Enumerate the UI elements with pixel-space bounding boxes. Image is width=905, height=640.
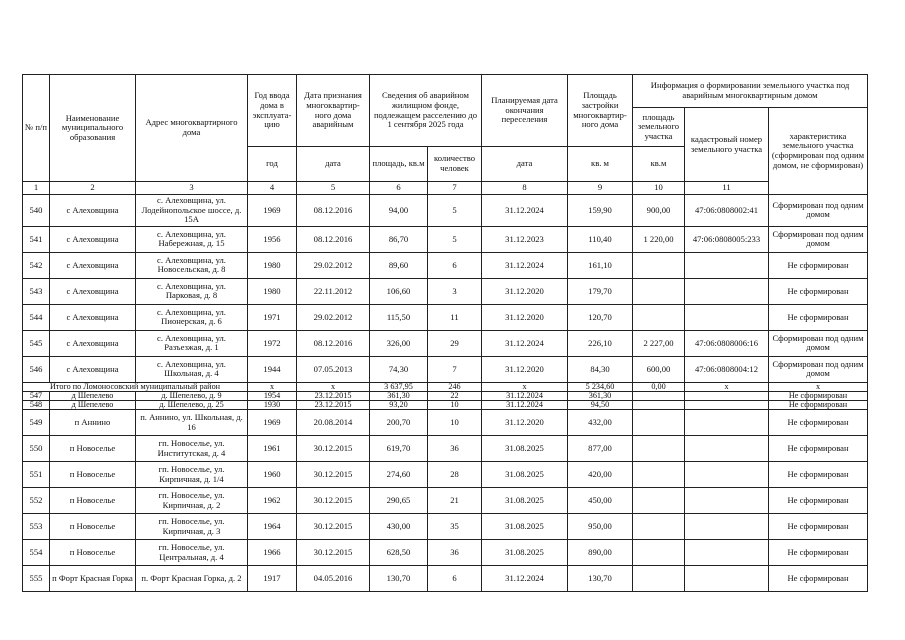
land-characteristic-cell: Не сформирован xyxy=(769,566,868,592)
row-number: 554 xyxy=(23,540,50,566)
year-built-cell: 1969 xyxy=(248,195,297,227)
municipality-cell: д Шепелево xyxy=(50,401,136,410)
col-number: 7 xyxy=(428,182,482,195)
people-count-cell: 5 xyxy=(428,195,482,227)
row-number: 543 xyxy=(23,278,50,304)
planned-date-cell: 31.12.2024 xyxy=(482,252,568,278)
table-row xyxy=(23,195,868,227)
address-cell: п. Аннино, ул. Школьная, д. 16 xyxy=(136,410,248,436)
built-area-cell: 420,00 xyxy=(568,462,633,488)
total-area: 3 637,95 xyxy=(370,382,428,391)
total-date: x xyxy=(297,382,370,391)
row-number: 545 xyxy=(23,330,50,356)
total-people: 246 xyxy=(428,382,482,391)
row-number: 550 xyxy=(23,436,50,462)
col-number: 4 xyxy=(248,182,297,195)
municipality-cell: с Алеховщина xyxy=(50,226,136,252)
cadastral-cell xyxy=(685,488,769,514)
area-cell: 361,30 xyxy=(370,392,428,401)
area-cell: 74,30 xyxy=(370,356,428,382)
address-cell: гп. Новоселье, ул. Кирпичная, д. 3 xyxy=(136,514,248,540)
header-planned-date: Планируемая дата окончания переселения xyxy=(482,75,568,147)
area-cell: 619,70 xyxy=(370,436,428,462)
people-count-cell: 21 xyxy=(428,488,482,514)
people-count-cell: 22 xyxy=(428,392,482,401)
header-land-info: Информация о формировании земельного участка под аварийным многоквартирным домом xyxy=(633,75,868,108)
planned-date-cell: 31.08.2025 xyxy=(482,540,568,566)
cadastral-cell xyxy=(685,410,769,436)
year-built-cell: 1980 xyxy=(248,252,297,278)
land-area-cell xyxy=(633,540,685,566)
row-number: 542 xyxy=(23,252,50,278)
cadastral-cell xyxy=(685,401,769,410)
unit-date-2: дата xyxy=(482,147,568,182)
planned-date-cell: 31.12.2023 xyxy=(482,226,568,252)
land-area-cell xyxy=(633,304,685,330)
municipality-cell: д Шепелево xyxy=(50,392,136,401)
unit-area: площадь, кв.м xyxy=(370,147,428,182)
address-cell: с. Алеховщина, ул. Набережная, д. 15 xyxy=(136,226,248,252)
recognition-date-cell: 23.12.2015 xyxy=(297,401,370,410)
table-row xyxy=(23,514,868,540)
land-area-cell xyxy=(633,462,685,488)
built-area-cell: 450,00 xyxy=(568,488,633,514)
land-characteristic-cell: Не сформирован xyxy=(769,514,868,540)
land-characteristic-cell: Не сформирован xyxy=(769,278,868,304)
unit-date: дата xyxy=(297,147,370,182)
land-area-cell xyxy=(633,410,685,436)
cadastral-cell: 47:06:0808002:41 xyxy=(685,195,769,227)
land-area-cell xyxy=(633,278,685,304)
recognition-date-cell: 29.02.2012 xyxy=(297,252,370,278)
table-row xyxy=(23,252,868,278)
cadastral-cell xyxy=(685,278,769,304)
recognition-date-cell: 08.12.2016 xyxy=(297,226,370,252)
address-cell: с. Алеховщина, ул. Пионерская, д. 6 xyxy=(136,304,248,330)
row-number: 549 xyxy=(23,410,50,436)
cadastral-cell xyxy=(685,566,769,592)
table-row xyxy=(23,356,868,382)
municipality-cell: с Алеховщина xyxy=(50,304,136,330)
area-cell: 274,60 xyxy=(370,462,428,488)
land-characteristic-cell: Не сформирован xyxy=(769,436,868,462)
total-land: 0,00 xyxy=(633,382,685,391)
recognition-date-cell: 30.12.2015 xyxy=(297,488,370,514)
area-cell: 200,70 xyxy=(370,410,428,436)
year-built-cell: 1917 xyxy=(248,566,297,592)
people-count-cell: 36 xyxy=(428,540,482,566)
year-built-cell: 1961 xyxy=(248,436,297,462)
land-characteristic-cell: Сформирован под одним домом xyxy=(769,195,868,227)
col-number: 8 xyxy=(482,182,568,195)
planned-date-cell: 31.08.2025 xyxy=(482,514,568,540)
table-row xyxy=(23,226,868,252)
table-row xyxy=(23,304,868,330)
cadastral-cell xyxy=(685,514,769,540)
total-label: Итого по Ломоносовский муниципальный район xyxy=(23,382,248,391)
area-cell: 290,65 xyxy=(370,488,428,514)
planned-date-cell: 31.12.2020 xyxy=(482,410,568,436)
land-area-cell xyxy=(633,566,685,592)
planned-date-cell: 31.12.2020 xyxy=(482,356,568,382)
land-characteristic-cell: Не сформирован xyxy=(769,401,868,410)
total-year: x xyxy=(248,382,297,391)
municipality-cell: п Новоселье xyxy=(50,540,136,566)
planned-date-cell: 31.12.2024 xyxy=(482,566,568,592)
unit-sqm-2: кв.м xyxy=(633,147,685,182)
planned-date-cell: 31.12.2024 xyxy=(482,392,568,401)
land-area-cell: 600,00 xyxy=(633,356,685,382)
unit-people: количество человек xyxy=(428,147,482,182)
area-cell: 86,70 xyxy=(370,226,428,252)
cadastral-cell xyxy=(685,392,769,401)
header-emergency-info: Сведения об аварийном жилищном фонде, подлежащем расселению до 1 сентября 2025 года xyxy=(370,75,482,147)
header-land-characteristic: характеристика земельного участка (сформирован под одним домом, не сформирован) xyxy=(769,108,868,195)
people-count-cell: 35 xyxy=(428,514,482,540)
unit-year: год xyxy=(248,147,297,182)
recognition-date-cell: 08.12.2016 xyxy=(297,195,370,227)
people-count-cell: 36 xyxy=(428,436,482,462)
municipality-cell: с Алеховщина xyxy=(50,195,136,227)
recognition-date-cell: 23.12.2015 xyxy=(297,392,370,401)
land-characteristic-cell: Сформирован под одним домом xyxy=(769,226,868,252)
built-area-cell: 877,00 xyxy=(568,436,633,462)
col-number: 9 xyxy=(568,182,633,195)
cadastral-cell xyxy=(685,436,769,462)
cadastral-cell xyxy=(685,304,769,330)
municipality-cell: п Новоселье xyxy=(50,488,136,514)
planned-date-cell: 31.08.2025 xyxy=(482,436,568,462)
municipality-cell: с Алеховщина xyxy=(50,356,136,382)
address-cell: гп. Новоселье, ул. Центральная, д. 4 xyxy=(136,540,248,566)
address-cell: д. Шепелево, д. 9 xyxy=(136,392,248,401)
year-built-cell: 1960 xyxy=(248,462,297,488)
municipality-cell: п Форт Красная Горка xyxy=(50,566,136,592)
total-built: 5 234,60 xyxy=(568,382,633,391)
table-row xyxy=(23,392,868,401)
row-number: 540 xyxy=(23,195,50,227)
land-area-cell: 1 220,00 xyxy=(633,226,685,252)
year-built-cell: 1971 xyxy=(248,304,297,330)
total-characteristic: x xyxy=(769,382,868,391)
row-number: 544 xyxy=(23,304,50,330)
land-area-cell xyxy=(633,401,685,410)
year-built-cell: 1956 xyxy=(248,226,297,252)
row-number: 541 xyxy=(23,226,50,252)
land-characteristic-cell: Не сформирован xyxy=(769,304,868,330)
area-cell: 628,50 xyxy=(370,540,428,566)
municipality-cell: п Новоселье xyxy=(50,462,136,488)
year-built-cell: 1962 xyxy=(248,488,297,514)
cadastral-cell xyxy=(685,540,769,566)
recognition-date-cell: 20.08.2014 xyxy=(297,410,370,436)
col-number: 3 xyxy=(136,182,248,195)
land-area-cell: 900,00 xyxy=(633,195,685,227)
header-year-built: Год ввода дома в эксплуата-цию xyxy=(248,75,297,147)
address-cell: с. Алеховщина, ул. Разъезжая, д. 1 xyxy=(136,330,248,356)
address-cell: с. Алеховщина, ул. Лодейнопольское шоссе, д. 15А xyxy=(136,195,248,227)
planned-date-cell: 31.12.2020 xyxy=(482,304,568,330)
housing-table xyxy=(22,74,868,592)
recognition-date-cell: 29.02.2012 xyxy=(297,304,370,330)
land-area-cell xyxy=(633,514,685,540)
table-row xyxy=(23,436,868,462)
cadastral-cell: 47:06:0808004:12 xyxy=(685,356,769,382)
table-row xyxy=(23,278,868,304)
header-built-area: Площадь застройки многоквартир-ного дома xyxy=(568,75,633,147)
land-area-cell xyxy=(633,252,685,278)
row-number: 551 xyxy=(23,462,50,488)
recognition-date-cell: 04.05.2016 xyxy=(297,566,370,592)
table-row xyxy=(23,540,868,566)
address-cell: гп. Новоселье, ул. Кирпичная, д. 2 xyxy=(136,488,248,514)
land-characteristic-cell: Не сформирован xyxy=(769,392,868,401)
people-count-cell: 7 xyxy=(428,356,482,382)
row-number: 552 xyxy=(23,488,50,514)
built-area-cell: 361,30 xyxy=(568,392,633,401)
year-built-cell: 1954 xyxy=(248,392,297,401)
address-cell: с. Алеховщина, ул. Школьная, д. 4 xyxy=(136,356,248,382)
area-cell: 94,00 xyxy=(370,195,428,227)
year-built-cell: 1980 xyxy=(248,278,297,304)
municipality-cell: п Новоселье xyxy=(50,514,136,540)
recognition-date-cell: 30.12.2015 xyxy=(297,436,370,462)
header-num: № п/п xyxy=(23,75,50,182)
land-characteristic-cell: Не сформирован xyxy=(769,410,868,436)
land-characteristic-cell: Сформирован под одним домом xyxy=(769,330,868,356)
built-area-cell: 226,10 xyxy=(568,330,633,356)
area-cell: 430,00 xyxy=(370,514,428,540)
header-cadastral: кадастровый номер земельного участка xyxy=(685,108,769,182)
planned-date-cell: 31.12.2020 xyxy=(482,278,568,304)
cadastral-cell xyxy=(685,252,769,278)
year-built-cell: 1964 xyxy=(248,514,297,540)
area-cell: 89,60 xyxy=(370,252,428,278)
col-number: 10 xyxy=(633,182,685,195)
recognition-date-cell: 30.12.2015 xyxy=(297,462,370,488)
recognition-date-cell: 30.12.2015 xyxy=(297,540,370,566)
land-characteristic-cell: Не сформирован xyxy=(769,462,868,488)
header-address: Адрес многоквартирного дома xyxy=(136,75,248,182)
recognition-date-cell: 07.05.2013 xyxy=(297,356,370,382)
col-number: 11 xyxy=(685,182,769,195)
built-area-cell: 130,70 xyxy=(568,566,633,592)
table-row xyxy=(23,488,868,514)
address-cell: д. Шепелево, д. 25 xyxy=(136,401,248,410)
planned-date-cell: 31.12.2024 xyxy=(482,195,568,227)
planned-date-cell: 31.08.2025 xyxy=(482,462,568,488)
recognition-date-cell: 08.12.2016 xyxy=(297,330,370,356)
address-cell: с. Алеховщина, ул. Парковая, д. 8 xyxy=(136,278,248,304)
year-built-cell: 1972 xyxy=(248,330,297,356)
area-cell: 106,60 xyxy=(370,278,428,304)
unit-sqm: кв. м xyxy=(568,147,633,182)
address-cell: п. Форт Красная Горка, д. 2 xyxy=(136,566,248,592)
land-area-cell: 2 227,00 xyxy=(633,330,685,356)
land-area-cell xyxy=(633,436,685,462)
recognition-date-cell: 30.12.2015 xyxy=(297,514,370,540)
total-plan: x xyxy=(482,382,568,391)
row-number: 547 xyxy=(23,392,50,401)
people-count-cell: 11 xyxy=(428,304,482,330)
people-count-cell: 5 xyxy=(428,226,482,252)
built-area-cell: 84,30 xyxy=(568,356,633,382)
header-municipality: Наименование муниципального образования xyxy=(50,75,136,182)
address-cell: с. Алеховщина, ул. Новосельская, д. 8 xyxy=(136,252,248,278)
built-area-cell: 179,70 xyxy=(568,278,633,304)
col-number: 5 xyxy=(297,182,370,195)
area-cell: 93,20 xyxy=(370,401,428,410)
row-number: 548 xyxy=(23,401,50,410)
municipality-cell: с Алеховщина xyxy=(50,330,136,356)
land-characteristic-cell: Не сформирован xyxy=(769,252,868,278)
people-count-cell: 10 xyxy=(428,410,482,436)
land-characteristic-cell: Не сформирован xyxy=(769,488,868,514)
municipality-cell: п Аннино xyxy=(50,410,136,436)
row-number: 546 xyxy=(23,356,50,382)
col-number: 1 xyxy=(23,182,50,195)
built-area-cell: 159,90 xyxy=(568,195,633,227)
address-cell: гп. Новоселье, ул. Институтская, д. 4 xyxy=(136,436,248,462)
people-count-cell: 6 xyxy=(428,566,482,592)
table-row xyxy=(23,462,868,488)
area-cell: 115,50 xyxy=(370,304,428,330)
header-land-area: площадь земельного участка xyxy=(633,108,685,147)
built-area-cell: 161,10 xyxy=(568,252,633,278)
municipality-cell: п Новоселье xyxy=(50,436,136,462)
people-count-cell: 10 xyxy=(428,401,482,410)
land-area-cell xyxy=(633,392,685,401)
table-row xyxy=(23,401,868,410)
municipality-cell: с Алеховщина xyxy=(50,278,136,304)
area-cell: 130,70 xyxy=(370,566,428,592)
built-area-cell: 890,00 xyxy=(568,540,633,566)
cadastral-cell xyxy=(685,462,769,488)
header-recognition-date: Дата признания многоквартир-ного дома аварийным xyxy=(297,75,370,147)
land-characteristic-cell: Не сформирован xyxy=(769,540,868,566)
cadastral-cell: 47:06:0808006:16 xyxy=(685,330,769,356)
total-row xyxy=(23,382,868,391)
address-cell: гп. Новоселье, ул. Кирпичная, д. 1/4 xyxy=(136,462,248,488)
built-area-cell: 950,00 xyxy=(568,514,633,540)
people-count-cell: 3 xyxy=(428,278,482,304)
built-area-cell: 120,70 xyxy=(568,304,633,330)
col-number: 2 xyxy=(50,182,136,195)
people-count-cell: 28 xyxy=(428,462,482,488)
people-count-cell: 6 xyxy=(428,252,482,278)
col-number: 6 xyxy=(370,182,428,195)
row-number: 555 xyxy=(23,566,50,592)
year-built-cell: 1966 xyxy=(248,540,297,566)
year-built-cell: 1930 xyxy=(248,401,297,410)
planned-date-cell: 31.08.2025 xyxy=(482,488,568,514)
table-row xyxy=(23,410,868,436)
cadastral-cell: 47:06:0808005:233 xyxy=(685,226,769,252)
land-area-cell xyxy=(633,488,685,514)
area-cell: 326,00 xyxy=(370,330,428,356)
people-count-cell: 29 xyxy=(428,330,482,356)
built-area-cell: 432,00 xyxy=(568,410,633,436)
built-area-cell: 94,50 xyxy=(568,401,633,410)
planned-date-cell: 31.12.2024 xyxy=(482,401,568,410)
row-number: 553 xyxy=(23,514,50,540)
year-built-cell: 1969 xyxy=(248,410,297,436)
land-characteristic-cell: Сформирован под одним домом xyxy=(769,356,868,382)
recognition-date-cell: 22.11.2012 xyxy=(297,278,370,304)
total-cadastral: x xyxy=(685,382,769,391)
built-area-cell: 110,40 xyxy=(568,226,633,252)
municipality-cell: с Алеховщина xyxy=(50,252,136,278)
table-row xyxy=(23,566,868,592)
year-built-cell: 1944 xyxy=(248,356,297,382)
table-row xyxy=(23,330,868,356)
planned-date-cell: 31.12.2024 xyxy=(482,330,568,356)
